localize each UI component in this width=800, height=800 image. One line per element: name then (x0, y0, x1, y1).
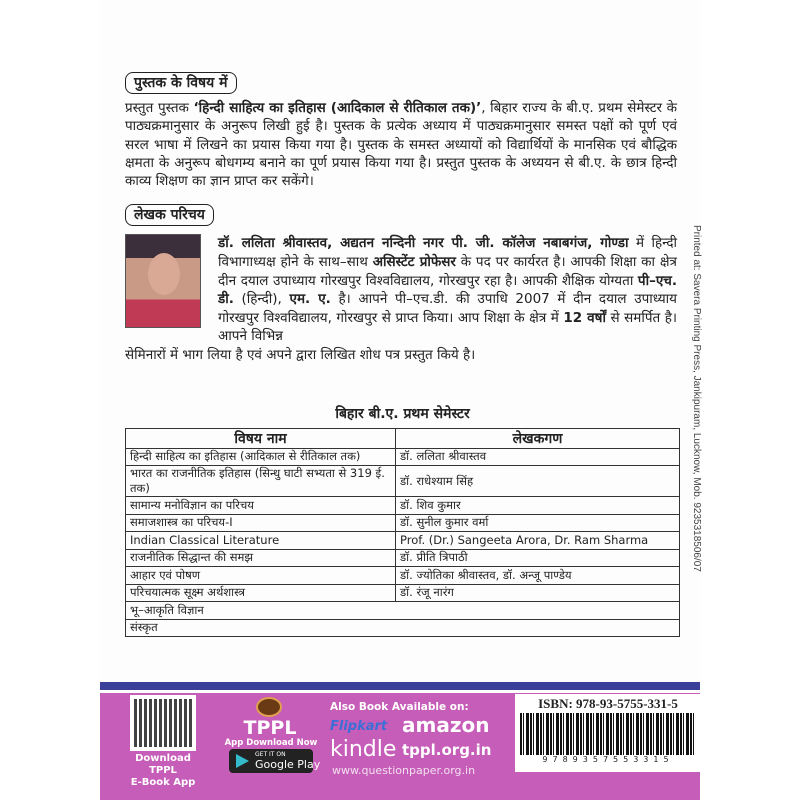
table-row (126, 584, 680, 602)
t: से समर्पित है। आपने विभिन्न (218, 309, 677, 345)
flipkart-logo: Flipkart (330, 719, 388, 734)
google-play-button[interactable] (229, 749, 321, 773)
tppl-site: tppl.org.in (402, 741, 492, 759)
amazon-logo: amazon (402, 713, 490, 737)
tppl-logo (256, 697, 282, 717)
table-row (126, 549, 680, 567)
table-row (126, 602, 680, 620)
subject-cell: Indian Classical Literature (126, 532, 396, 550)
subject-cell: भू–आकृति विज्ञान (126, 602, 680, 620)
text: , बिहार राज्य के बी.ए. प्रथम सेमेस्टर के पाठ्यक्रमानुसार के अनुरूप लिखी हुई है। पुस्तक के प्रत्येक अध्याय में पाठ्यक्रमानुसार समस्त पक्षों को पूर्ण एवं सरल भाषा में लिखने का प्रयास किया गया है। पुस्तक के समस्त अध्यायों को विद्यार्थियों के मानसिक एवं बौद्धिक क्षमता के अनुरूप बोधगम्य बनाने का पूर्ण प्रयास किया गया है। प्रस्तुत पुस्तक के अध्ययन से बी.ए. के छात्र हिन्दी काव्य शिक्षण का ज्ञान प्राप्त कर सकेंगे। (125, 100, 678, 190)
also-available: Also Book Available on: (330, 701, 469, 713)
author-cell: डॉ. राधेश्याम सिंह (396, 466, 680, 497)
author-cell: डॉ. ललिता श्रीवास्तव (396, 448, 680, 466)
table-row (126, 567, 680, 585)
author-heading: लेखक परिचय (125, 204, 214, 226)
table-row (126, 514, 680, 532)
table-title: बिहार बी.ए. प्रथम सेमेस्टर (335, 405, 470, 422)
author-cell: डॉ. शिव कुमार (396, 497, 680, 515)
author-cell: Prof. (Dr.) Sangeeta Arora, Dr. Ram Sharma (396, 532, 680, 550)
subject-cell: सामान्य मनोविज्ञान का परिचय (126, 497, 396, 515)
t: के पद पर कार्यरत है। आपकी शिक्षा का क्षेत्र दीन दयाल उपाध्याय गोरखपुर विश्वविद्यालय, गोरखपुर रहा है। आपकी शैक्षिक योग्यता (218, 254, 677, 289)
subject-cell: परिचयात्मक सूक्ष्म अर्थशास्त्र (126, 584, 396, 602)
author-photo (125, 234, 201, 328)
subject-cell: आहार एवं पोषण (126, 567, 396, 585)
book-table (125, 428, 680, 638)
t: में हिन्दी विभागाध्यक्ष होने के साथ–साथ (218, 235, 677, 271)
t: असिस्टेंट प्रोफेसर (372, 254, 456, 271)
col-header: विषय नाम (126, 428, 396, 448)
t: डॉ. ललिता श्रीवास्तव, अद्यतन नन्दिनी नगर पी. जी. कॉलेज नबाबगंज, गोण्डा (218, 235, 629, 252)
table-row (126, 532, 680, 550)
isbn-barcode (515, 694, 701, 772)
barcode (520, 713, 696, 755)
play-icon (236, 754, 249, 768)
t: (हिन्दी), (233, 291, 290, 308)
kindle-logo: kindle (330, 737, 397, 762)
barcode-digits: 9789357553315 (542, 755, 674, 764)
book-title: ‘हिन्दी साहित्य का इतिहास (आदिकाल से रीतिकाल तक)’ (193, 100, 482, 116)
questionpaper-site: www.questionpaper.org.in (332, 764, 476, 777)
col-header: लेखकगण (396, 428, 680, 448)
table-row (126, 448, 680, 466)
google-play-label: Google Play (255, 758, 321, 771)
author-bio (125, 234, 677, 364)
content-column (125, 72, 680, 637)
isbn: ISBN: 978-93-5755-331-5 (538, 696, 678, 711)
table-row (126, 497, 680, 515)
author-bio-last: सेमिनारों में भाग लिया है एवं अपने द्वारा लिखित शोध पत्र प्रस्तुत किये है। (125, 347, 476, 364)
author-cell: डॉ. ज्योतिका श्रीवास्तव, डॉ. अन्जू पाण्डेय (396, 567, 680, 585)
author-cell: डॉ. प्रीति त्रिपाठी (396, 549, 680, 567)
t: Download TPPL (135, 753, 191, 776)
app-download: App Download Now (224, 738, 318, 748)
t: पी–एच. डी. (218, 272, 677, 308)
subject-cell: राजनीतिक सिद्धान्त की समझ (126, 549, 396, 567)
subject-cell: संस्कृत (126, 619, 680, 637)
qr-caption (120, 753, 206, 789)
about-paragraph (125, 99, 677, 190)
t: 12 वर्षों (563, 309, 606, 326)
stripe (100, 682, 700, 690)
author-cell: डॉ. रंजू नारंग (396, 584, 680, 602)
get-it-on: GET IT ON (255, 751, 286, 758)
table-row (126, 466, 680, 497)
qr-code[interactable] (130, 695, 196, 751)
table-row (126, 619, 680, 637)
subject-cell: भारत का राजनीतिक इतिहास (सिन्धु घाटी सभ्यता से 319 ई. तक) (126, 466, 396, 497)
author-cell: डॉ. सुनील कुमार वर्मा (396, 514, 680, 532)
brand: TPPL (243, 717, 297, 739)
t: एम. ए. (289, 291, 331, 308)
subject-cell: हिन्दी साहित्य का इतिहास (आदिकाल से रीतिकाल तक) (126, 448, 396, 466)
text: प्रस्तुत पुस्तक (125, 100, 194, 116)
t: E-Book App (130, 777, 196, 788)
printer-info: Printed at: Savera Printing Press, Jankipuram, Lucknow, Mob. 9235318506/07 (691, 225, 702, 572)
about-heading: पुस्तक के विषय में (125, 72, 237, 94)
t: है। आपने पी–एच.डी. की उपाधि 2007 में दीन दयाल उपाध्याय गोरखपुर विश्वविद्यालय, गोरखपुर से प्राप्त किया। आप शिक्षा के क्षेत्र में (218, 291, 677, 326)
subject-cell: समाजशास्त्र का परिचय-I (126, 514, 396, 532)
